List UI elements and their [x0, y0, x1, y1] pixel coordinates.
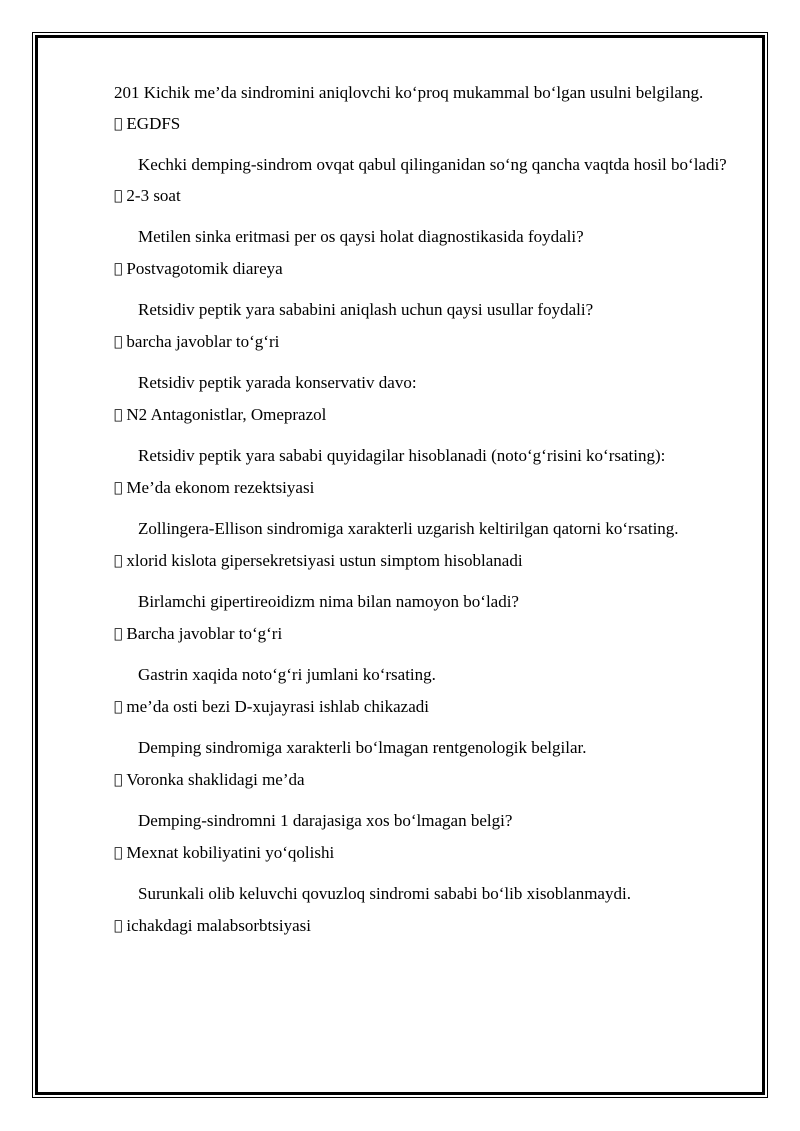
answer-line [114, 403, 744, 427]
answer-text: Me’da ekonom rezektsiyasi [118, 478, 306, 497]
answer-line [114, 695, 744, 719]
answer-text: Mexnat kobiliyatini yo‘qolishi [118, 843, 326, 862]
qa-item [114, 112, 744, 181]
qa-item [114, 403, 744, 472]
checkbox-icon [114, 841, 122, 865]
answer-text: Voronka shaklidagi me’da [118, 770, 297, 789]
question-text: Kechki demping-sindrom ovqat qabul qilinganidan so‘ng qancha vaqtda hosil bo‘ladi? [138, 155, 727, 174]
answer-line [114, 184, 744, 208]
answer-text: ichakdagi malabsorbtsiyasi [118, 916, 303, 935]
answer-line [114, 330, 744, 354]
qa-item [114, 841, 744, 910]
answer-line [114, 768, 744, 792]
document-body [114, 76, 744, 950]
question-text: Metilen sinka eritmasi per os qaysi holat diagnostikasida foydali? [138, 227, 584, 246]
checkbox-icon [114, 768, 122, 792]
answer-line [114, 841, 744, 865]
qa-item [114, 476, 744, 545]
answer-line [114, 549, 744, 573]
qa-item [114, 549, 744, 618]
qa-item [114, 257, 744, 326]
answer-text: EGDFS [118, 114, 172, 133]
answer-text: N2 Antagonistlar, Omeprazol [118, 405, 318, 424]
answer-line [114, 914, 744, 938]
qa-item [114, 695, 744, 764]
answer-text: barcha javoblar to‘g‘ri [118, 332, 271, 351]
checkbox-icon [114, 330, 122, 354]
qa-item [114, 330, 744, 399]
question-text: Demping sindromiga xarakterli bo‘lmagan rentgenologik belgilar. [138, 738, 587, 757]
checkbox-icon [114, 695, 122, 719]
question-text: Gastrin xaqida noto‘g‘ri jumlani ko‘rsating. [138, 665, 436, 684]
qa-item [114, 768, 744, 837]
question-text: Zollingera-Ellison sindromiga xarakterli uzgarish keltirilgan qatorni ko‘rsating. [138, 519, 679, 538]
checkbox-icon [114, 257, 122, 281]
question-text: Birlamchi gipertireoidizm nima bilan namoyon bo‘ladi? [138, 592, 519, 611]
answer-text: me’da osti bezi D-xujayrasi ishlab chikazadi [118, 697, 421, 716]
checkbox-icon [114, 622, 122, 646]
question-text: Retsidiv peptik yara sababi quyidagilar hisoblanadi (noto‘g‘risini ko‘rsating): [138, 446, 666, 465]
qa-item [114, 622, 744, 691]
answer-line [114, 622, 744, 646]
question-text: Retsidiv peptik yara sababini aniqlash uchun qaysi usullar foydali? [138, 300, 594, 319]
answer-text: xlorid kislota gipersekretsiyasi ustun simptom hisoblanadi [118, 551, 515, 570]
qa-item [114, 914, 744, 938]
intro-question: 201 Kichik me’da sindromini aniqlovchi ko‘proq mukammal bo‘lgan usulni belgilang. [114, 83, 704, 102]
checkbox-icon [114, 914, 122, 938]
checkbox-icon [114, 476, 122, 500]
checkbox-icon [114, 184, 122, 208]
checkbox-icon [114, 403, 122, 427]
checkbox-icon [114, 112, 122, 136]
answer-line [114, 112, 744, 136]
question-text: Surunkali olib keluvchi qovuzloq sindromi sababi bo‘lib xisoblanmaydi. [138, 884, 631, 903]
checkbox-icon [114, 549, 122, 573]
answer-text: Barcha javoblar to‘g‘ri [118, 624, 274, 643]
answer-line [114, 476, 744, 500]
qa-item [114, 184, 744, 253]
answer-line [114, 257, 744, 281]
answer-text: Postvagotomik diareya [118, 259, 275, 278]
question-text: Retsidiv peptik yarada konservativ davo: [138, 373, 417, 392]
answer-text: 2-3 soat [118, 186, 173, 205]
question-text: Demping-sindromni 1 darajasiga xos bo‘lmagan belgi? [138, 811, 513, 830]
